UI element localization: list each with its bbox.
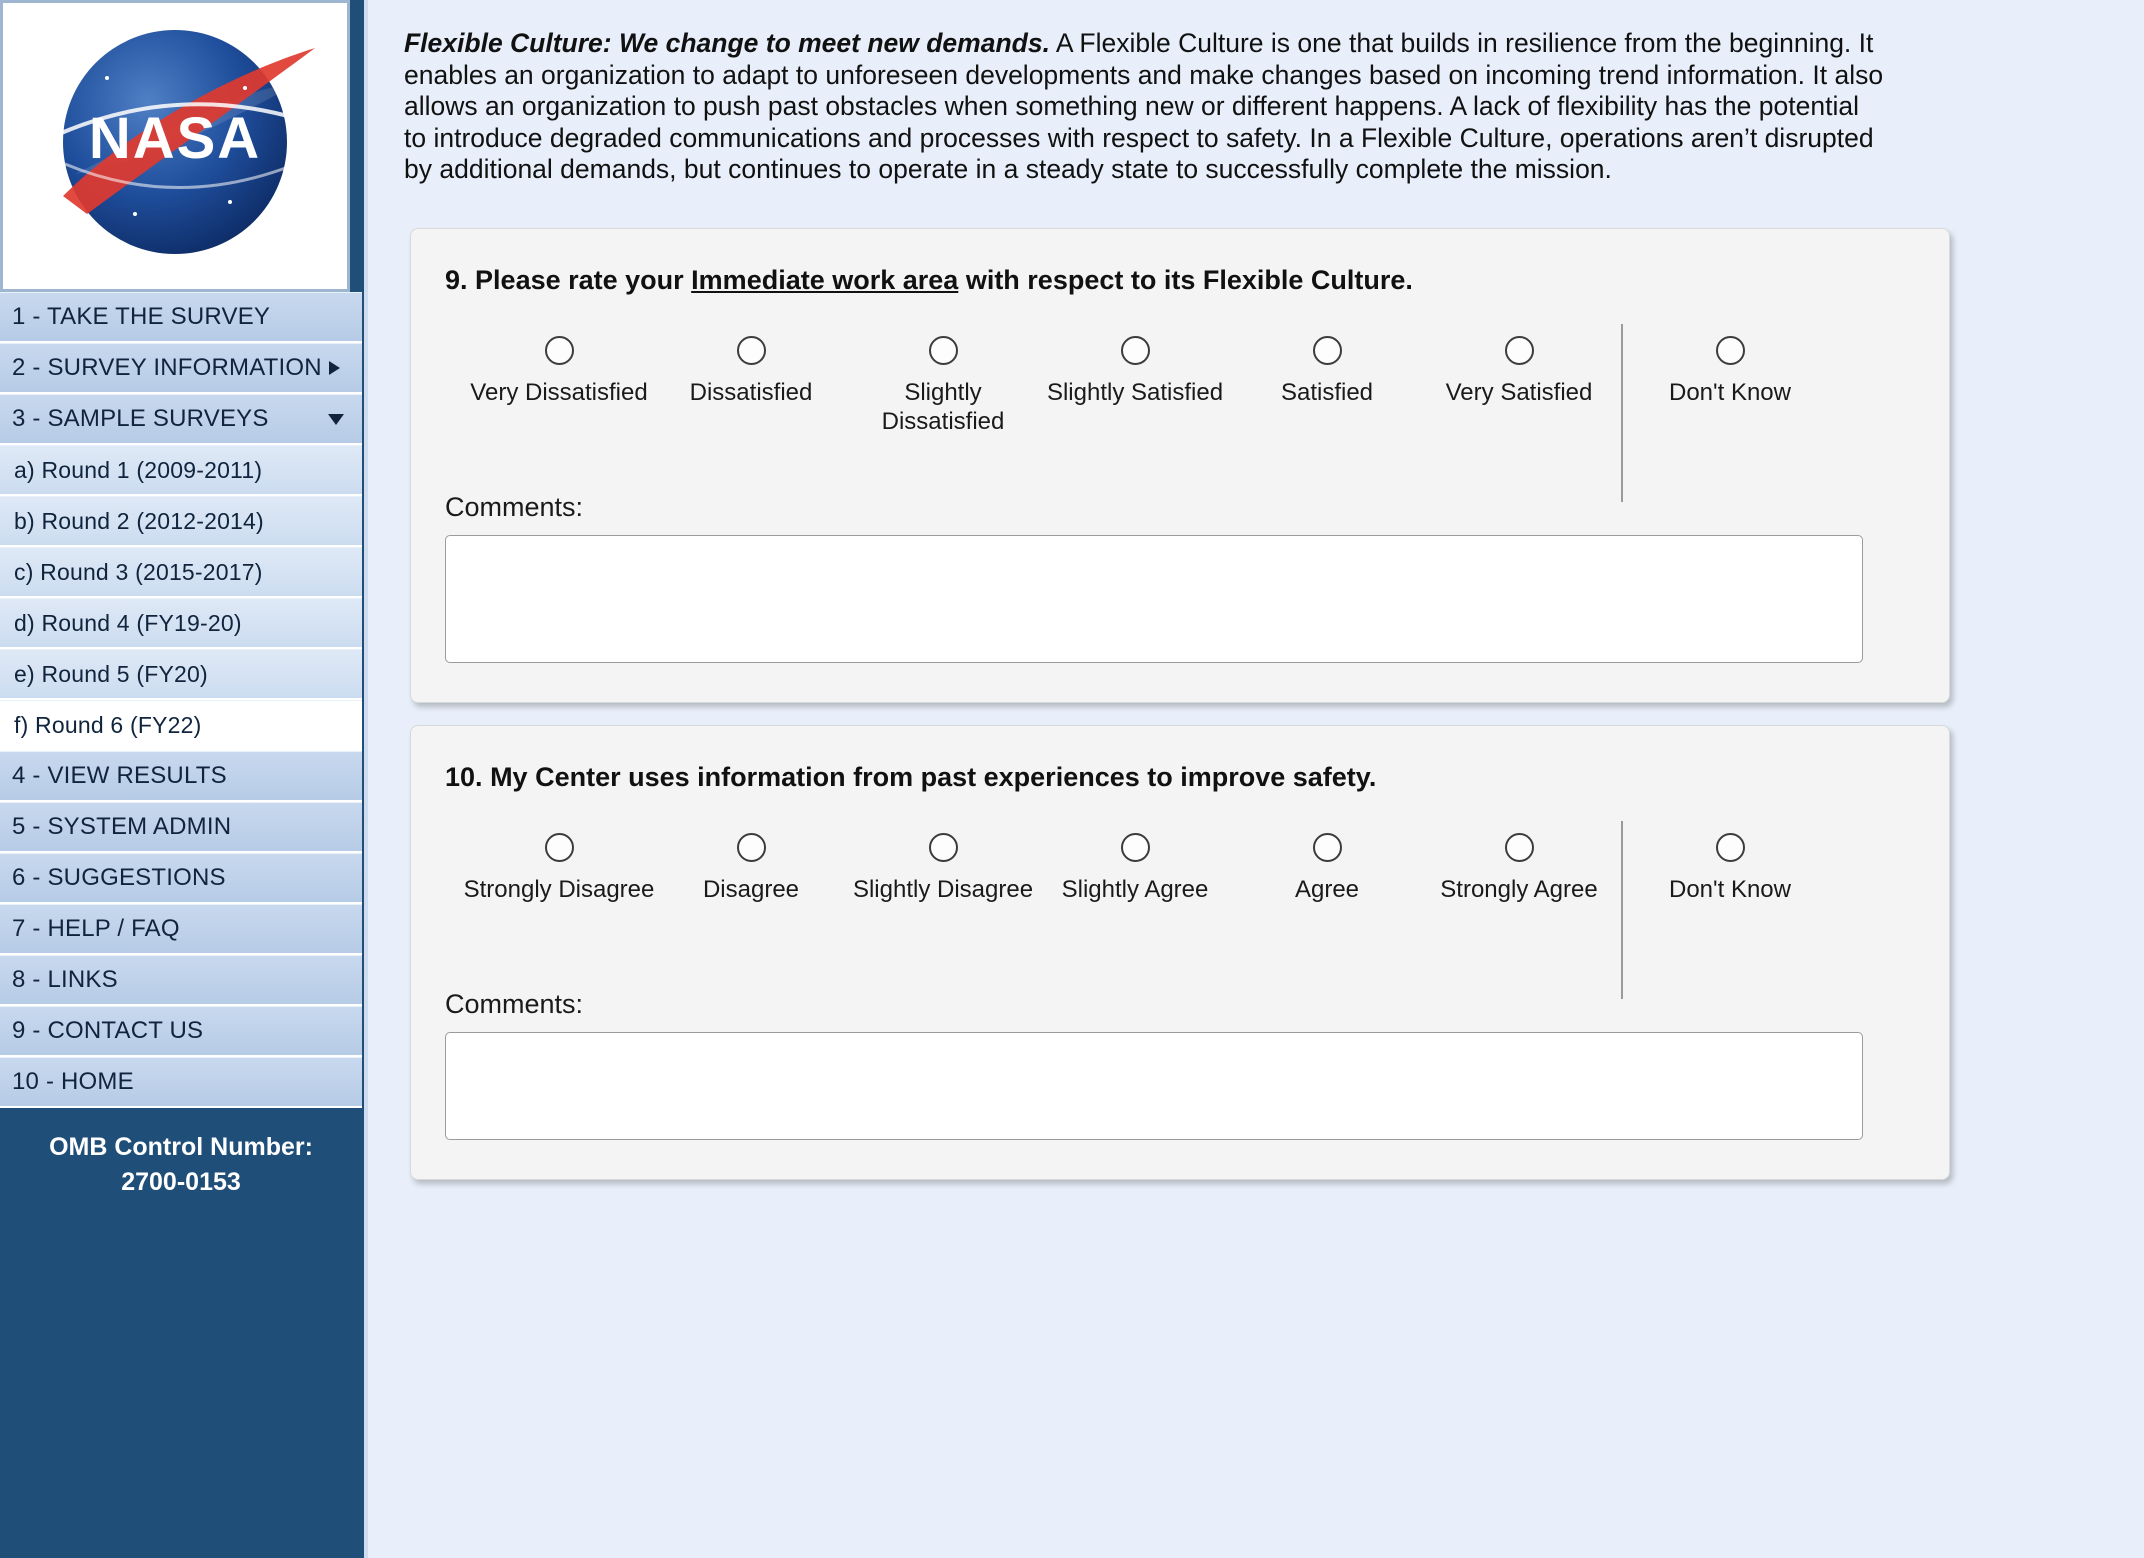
sidebar-item-label: 5 - SYSTEM ADMIN (12, 813, 232, 840)
question-card-9 (410, 228, 1950, 703)
radio-button[interactable] (1716, 833, 1745, 862)
svg-text:NASA: NASA (88, 105, 262, 171)
question-9-text-before: Please rate your (475, 264, 692, 295)
sidebar-item-11[interactable] (0, 853, 362, 904)
comments-label: Comments: (445, 988, 584, 1019)
question-10-text: My Center uses information from past experiences to improve safety. (490, 761, 1377, 792)
question-card-10 (410, 725, 1950, 1180)
radio-label: Slightly Dissatisfied (881, 378, 1005, 435)
sidebar-item-3[interactable] (0, 445, 362, 496)
question-9-number: 9. (445, 264, 468, 295)
comments-label: Comments: (445, 491, 584, 522)
radio-button[interactable] (1716, 336, 1745, 365)
sidebar-item-1[interactable] (0, 343, 362, 394)
question-10-scale (445, 833, 1919, 983)
radio-label: Slightly Satisfied (1046, 378, 1224, 406)
radio-label: Very Satisfied (1445, 378, 1593, 406)
sidebar-item-label: 3 - SAMPLE SURVEYS (12, 405, 269, 432)
radio-button[interactable] (1505, 336, 1534, 365)
scale-divider (1621, 324, 1623, 502)
radio-button[interactable] (545, 833, 574, 862)
radio-option[interactable] (463, 833, 655, 904)
radio-label: Agree (1294, 875, 1360, 903)
question-9-emphasis: Immediate work area (691, 264, 959, 295)
radio-button[interactable] (929, 336, 958, 365)
radio-option[interactable] (847, 336, 1039, 437)
sidebar-item-label: b) Round 2 (2012-2014) (14, 507, 264, 534)
omb-control-block (0, 1130, 362, 1200)
intro-heading: Flexible Culture: We change to meet new demands. (404, 28, 1050, 58)
sidebar-item-13[interactable] (0, 955, 362, 1006)
sidebar-item-4[interactable] (0, 496, 362, 547)
sidebar-item-0[interactable] (0, 292, 362, 343)
radio-button[interactable] (1313, 336, 1342, 365)
sidebar-item-15[interactable] (0, 1057, 362, 1108)
sidebar-item-label: 8 - LINKS (12, 966, 118, 993)
radio-button[interactable] (929, 833, 958, 862)
sidebar (0, 0, 368, 1558)
radio-option-dont-know[interactable] (1615, 336, 1845, 407)
chevron-right-icon[interactable] (329, 361, 340, 375)
radio-option[interactable] (1231, 336, 1423, 407)
radio-option[interactable] (1231, 833, 1423, 904)
sidebar-item-label: f) Round 6 (FY22) (14, 711, 202, 738)
sidebar-item-7[interactable] (0, 649, 362, 700)
radio-button[interactable] (1313, 833, 1342, 862)
scale-divider (1621, 821, 1623, 999)
radio-option-dont-know[interactable] (1615, 833, 1845, 904)
intro-paragraph (368, 0, 1928, 206)
radio-button[interactable] (1505, 833, 1534, 862)
sidebar-item-label: a) Round 1 (2009-2011) (14, 456, 263, 483)
question-9-scale (445, 336, 1919, 486)
sidebar-item-label: 6 - SUGGESTIONS (12, 864, 226, 891)
radio-option[interactable] (1423, 833, 1615, 904)
radio-button[interactable] (1121, 336, 1150, 365)
radio-button[interactable] (737, 833, 766, 862)
omb-number: 2700-0153 (121, 1168, 241, 1196)
radio-option[interactable] (1039, 336, 1231, 407)
radio-label: Don't Know (1669, 378, 1791, 406)
comments-input[interactable] (445, 535, 1863, 663)
radio-option[interactable] (1423, 336, 1615, 407)
radio-label: Strongly Agree (1440, 875, 1598, 903)
question-9-title (445, 265, 1919, 296)
sidebar-item-label: 9 - CONTACT US (12, 1017, 204, 1044)
sidebar-nav (0, 292, 364, 1108)
question-9-text-after: with respect to its Flexible Culture. (958, 264, 1413, 295)
sidebar-item-6[interactable] (0, 598, 362, 649)
radio-label: Disagree (702, 875, 800, 903)
radio-button[interactable] (545, 336, 574, 365)
nasa-logo-box (0, 0, 350, 292)
radio-option[interactable] (655, 336, 847, 407)
question-10-title (445, 762, 1919, 793)
radio-label: Don't Know (1669, 875, 1791, 903)
sidebar-item-label: 7 - HELP / FAQ (12, 915, 180, 942)
sidebar-item-label: d) Round 4 (FY19-20) (14, 609, 242, 636)
radio-option[interactable] (847, 833, 1039, 904)
radio-label: Strongly Disagree (463, 875, 655, 903)
radio-label: Very Dissatisfied (470, 378, 648, 406)
intro-body: A Flexible Culture is one that builds in resilience from the beginning. It enables an organization to adapt to unforeseen developments and make changes based on incoming trend information. It also allows an organization to push past obstacles when something new or different happens. A lack of flexibility has the potential to introduce degraded communications and processes with respect to safety. In a Flexible Culture, operations aren’t disrupted by additional demands, but continues to operate in a steady state to successfully complete the mission. (404, 28, 1884, 185)
omb-label: OMB Control Number: (49, 1133, 313, 1161)
radio-label: Slightly Disagree (852, 875, 1034, 903)
radio-label: Satisfied (1280, 378, 1374, 406)
sidebar-item-label: 4 - VIEW RESULTS (12, 762, 227, 789)
main-content (368, 0, 2144, 1558)
sidebar-item-12[interactable] (0, 904, 362, 955)
chevron-down-icon[interactable] (328, 414, 344, 425)
sidebar-item-5[interactable] (0, 547, 362, 598)
sidebar-item-8[interactable] (0, 700, 362, 751)
sidebar-item-label: 10 - HOME (12, 1068, 134, 1095)
radio-label: Slightly Agree (1061, 875, 1209, 903)
question-10-number: 10. (445, 761, 483, 792)
sidebar-item-9[interactable] (0, 751, 362, 802)
sidebar-item-14[interactable] (0, 1006, 362, 1057)
radio-label: Dissatisfied (689, 378, 813, 406)
sidebar-item-2[interactable] (0, 394, 362, 445)
comments-input[interactable] (445, 1032, 1863, 1140)
radio-button[interactable] (737, 336, 766, 365)
sidebar-item-label: e) Round 5 (FY20) (14, 660, 208, 687)
sidebar-item-label: c) Round 3 (2015-2017) (14, 558, 263, 585)
radio-option[interactable] (655, 833, 847, 904)
radio-option[interactable] (463, 336, 655, 407)
nasa-logo-icon (15, 14, 335, 279)
sidebar-item-label: 2 - SURVEY INFORMATION (12, 354, 322, 381)
radio-button[interactable] (1121, 833, 1150, 862)
sidebar-item-10[interactable] (0, 802, 362, 853)
sidebar-item-label: 1 - TAKE THE SURVEY (12, 303, 271, 330)
radio-option[interactable] (1039, 833, 1231, 904)
